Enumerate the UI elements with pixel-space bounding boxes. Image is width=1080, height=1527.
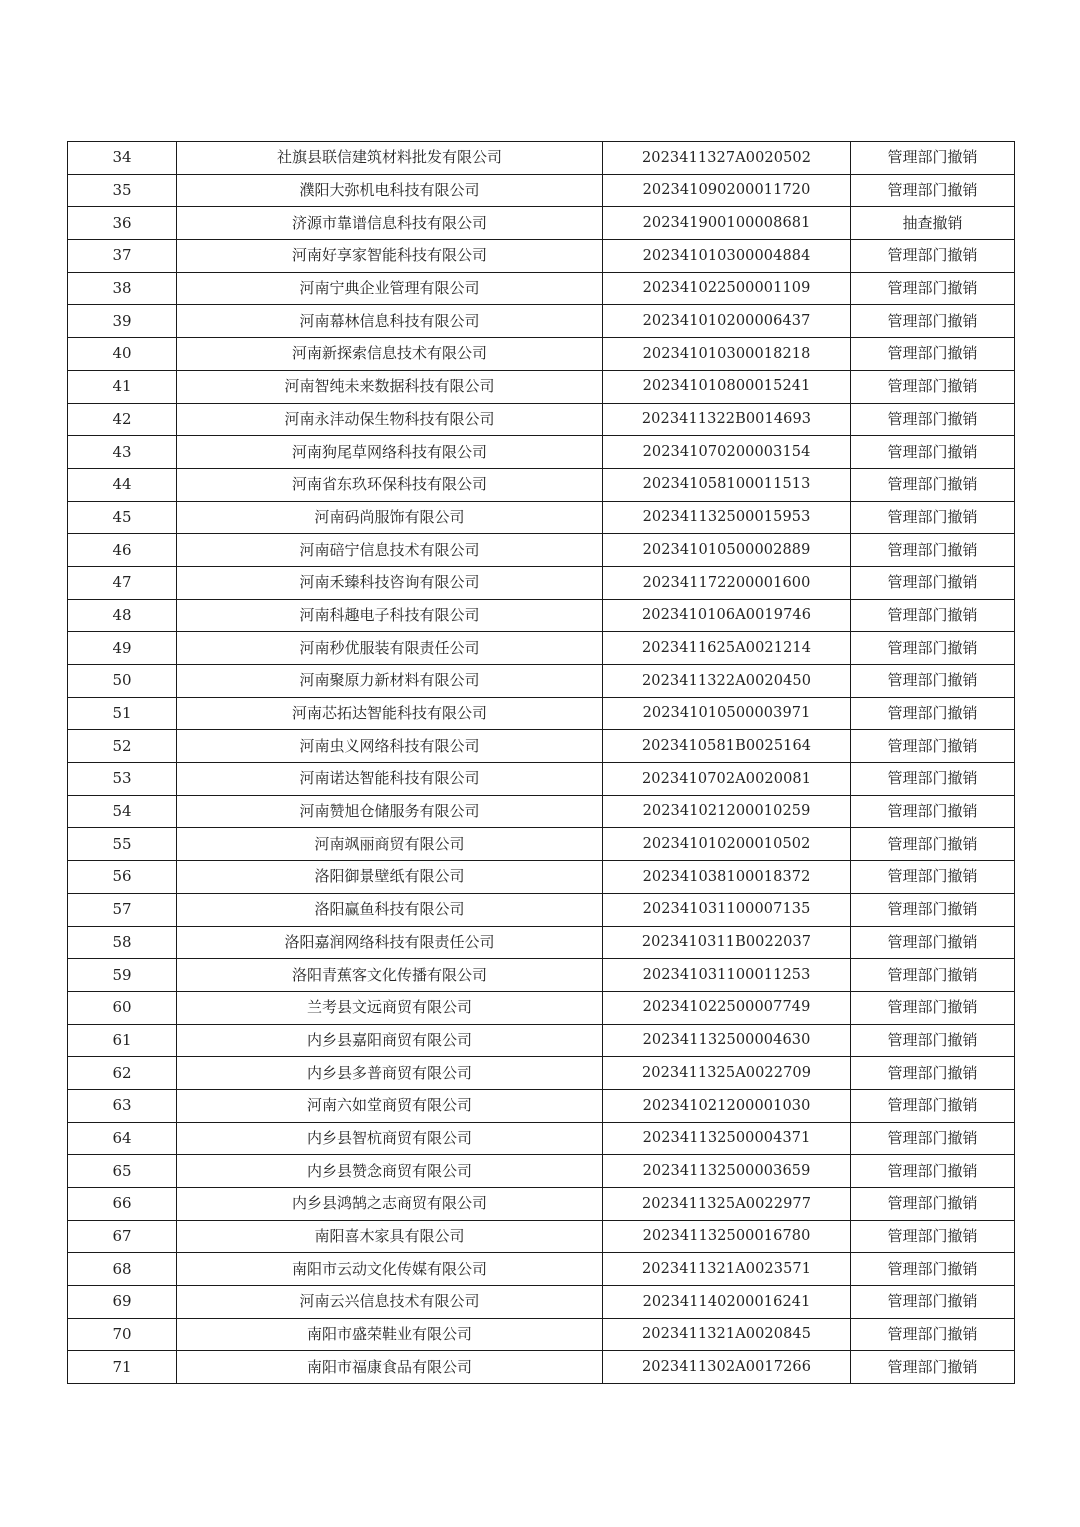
registration-code-cell: 202341132500004630 [603,1024,851,1057]
table-row [68,763,1015,796]
table-row [68,1351,1015,1384]
company-name-cell: 河南科趣电子科技有限公司 [177,599,603,632]
table-row [68,142,1015,175]
table-row [68,697,1015,730]
registration-code-cell: 202341132500015953 [603,501,851,534]
registration-code-cell: 202341021200010259 [603,795,851,828]
registration-code-cell: 202341010300004884 [603,240,851,273]
revocation-type-cell: 管理部门撤销 [851,1286,1015,1319]
registration-code-cell: 202341010200010502 [603,828,851,861]
company-name-cell: 河南禾臻科技咨询有限公司 [177,566,603,599]
table-row [68,305,1015,338]
registration-code-cell: 202341132500016780 [603,1220,851,1253]
revocation-type-cell: 管理部门撤销 [851,338,1015,371]
company-name-cell: 洛阳御景壁纸有限公司 [177,861,603,894]
registration-code-cell: 202341172200001600 [603,566,851,599]
revocation-type-cell: 管理部门撤销 [851,599,1015,632]
company-name-cell: 兰考县文远商贸有限公司 [177,991,603,1024]
table-row [68,599,1015,632]
registration-code-cell: 2023411625A0021214 [603,632,851,665]
revocation-type-cell: 管理部门撤销 [851,1220,1015,1253]
row-number-cell: 68 [68,1253,177,1286]
row-number-cell: 43 [68,436,177,469]
row-number-cell: 60 [68,991,177,1024]
revocation-type-cell: 管理部门撤销 [851,828,1015,861]
revocation-type-cell: 管理部门撤销 [851,566,1015,599]
company-name-cell: 内乡县嘉阳商贸有限公司 [177,1024,603,1057]
table-row [68,1188,1015,1221]
row-number-cell: 38 [68,272,177,305]
row-number-cell: 66 [68,1188,177,1221]
row-number-cell: 53 [68,763,177,796]
row-number-cell: 70 [68,1318,177,1351]
registration-code-cell: 2023411325A0022977 [603,1188,851,1221]
row-number-cell: 49 [68,632,177,665]
row-number-cell: 58 [68,926,177,959]
row-number-cell: 57 [68,893,177,926]
revocation-type-cell: 管理部门撤销 [851,926,1015,959]
registration-code-cell: 202341058100011513 [603,468,851,501]
revocation-type-cell: 管理部门撤销 [851,240,1015,273]
revocation-type-cell: 管理部门撤销 [851,370,1015,403]
row-number-cell: 51 [68,697,177,730]
company-name-cell: 内乡县鸿鹄之志商贸有限公司 [177,1188,603,1221]
table-row [68,468,1015,501]
registration-code-cell: 202341021200001030 [603,1089,851,1122]
row-number-cell: 71 [68,1351,177,1384]
table-row [68,665,1015,698]
table-row [68,893,1015,926]
revocation-type-cell: 管理部门撤销 [851,632,1015,665]
row-number-cell: 63 [68,1089,177,1122]
company-name-cell: 河南省东玖环保科技有限公司 [177,468,603,501]
revocation-type-cell: 抽查撤销 [851,207,1015,240]
row-number-cell: 41 [68,370,177,403]
registration-code-cell: 202341070200003154 [603,436,851,469]
table-row [68,207,1015,240]
row-number-cell: 35 [68,174,177,207]
company-name-cell: 河南芯拓达智能科技有限公司 [177,697,603,730]
revocation-type-cell: 管理部门撤销 [851,272,1015,305]
table-row [68,566,1015,599]
row-number-cell: 45 [68,501,177,534]
table-row [68,272,1015,305]
row-number-cell: 54 [68,795,177,828]
row-number-cell: 52 [68,730,177,763]
row-number-cell: 48 [68,599,177,632]
table-row [68,1155,1015,1188]
registration-code-cell: 202341140200016241 [603,1286,851,1319]
table-row [68,632,1015,665]
registration-code-cell: 2023410581B0025164 [603,730,851,763]
company-name-cell: 济源市靠谱信息科技有限公司 [177,207,603,240]
revocation-type-cell: 管理部门撤销 [851,795,1015,828]
revocation-type-cell: 管理部门撤销 [851,1057,1015,1090]
company-name-cell: 南阳市盛荣鞋业有限公司 [177,1318,603,1351]
table-row [68,1057,1015,1090]
table-row [68,959,1015,992]
company-name-cell: 河南智纯未来数据科技有限公司 [177,370,603,403]
registration-code-cell: 2023411325A0022709 [603,1057,851,1090]
row-number-cell: 61 [68,1024,177,1057]
table-row [68,1220,1015,1253]
company-name-cell: 社旗县联信建筑材料批发有限公司 [177,142,603,175]
company-name-cell: 南阳市福康食品有限公司 [177,1351,603,1384]
revocation-type-cell: 管理部门撤销 [851,861,1015,894]
registration-code-cell: 202341132500004371 [603,1122,851,1155]
company-name-cell: 河南好享家智能科技有限公司 [177,240,603,273]
revocation-type-cell: 管理部门撤销 [851,436,1015,469]
row-number-cell: 39 [68,305,177,338]
row-number-cell: 67 [68,1220,177,1253]
row-number-cell: 50 [68,665,177,698]
registration-code-cell: 2023411321A0020845 [603,1318,851,1351]
company-name-cell: 河南秒优服装有限责任公司 [177,632,603,665]
revocation-type-cell: 管理部门撤销 [851,1122,1015,1155]
registration-code-cell: 2023410106A0019746 [603,599,851,632]
revocation-type-cell: 管理部门撤销 [851,305,1015,338]
company-name-cell: 南阳市云动文化传媒有限公司 [177,1253,603,1286]
registration-code-cell: 202341031100007135 [603,893,851,926]
registration-code-cell: 2023411322A0020450 [603,665,851,698]
company-name-cell: 河南赞旭仓储服务有限公司 [177,795,603,828]
row-number-cell: 37 [68,240,177,273]
company-name-cell: 河南幕林信息科技有限公司 [177,305,603,338]
table-row [68,1122,1015,1155]
company-name-cell: 河南诺达智能科技有限公司 [177,763,603,796]
registration-code-cell: 202341010500003971 [603,697,851,730]
company-name-cell: 洛阳赢鱼科技有限公司 [177,893,603,926]
table-row [68,1024,1015,1057]
revocation-type-cell: 管理部门撤销 [851,1155,1015,1188]
company-name-cell: 洛阳青蕉客文化传播有限公司 [177,959,603,992]
company-name-cell: 洛阳嘉润网络科技有限责任公司 [177,926,603,959]
revocation-type-cell: 管理部门撤销 [851,1089,1015,1122]
company-name-cell: 内乡县赞念商贸有限公司 [177,1155,603,1188]
table-row [68,991,1015,1024]
revocation-type-cell: 管理部门撤销 [851,763,1015,796]
company-name-cell: 河南碚宁信息技术有限公司 [177,534,603,567]
registration-code-cell: 2023410702A0020081 [603,763,851,796]
table-row [68,370,1015,403]
revocation-type-cell: 管理部门撤销 [851,959,1015,992]
row-number-cell: 34 [68,142,177,175]
company-name-cell: 河南宁典企业管理有限公司 [177,272,603,305]
revocation-type-cell: 管理部门撤销 [851,142,1015,175]
company-name-cell: 南阳喜木家具有限公司 [177,1220,603,1253]
company-name-cell: 河南码尚服饰有限公司 [177,501,603,534]
revocation-type-cell: 管理部门撤销 [851,665,1015,698]
revocation-type-cell: 管理部门撤销 [851,403,1015,436]
registration-code-cell: 202341022500001109 [603,272,851,305]
revocation-type-cell: 管理部门撤销 [851,730,1015,763]
revocation-type-cell: 管理部门撤销 [851,1024,1015,1057]
row-number-cell: 69 [68,1286,177,1319]
revocation-type-cell: 管理部门撤销 [851,501,1015,534]
table-row [68,1089,1015,1122]
table-row [68,795,1015,828]
row-number-cell: 56 [68,861,177,894]
revocation-type-cell: 管理部门撤销 [851,1188,1015,1221]
registration-code-cell: 2023411322B0014693 [603,403,851,436]
revocation-type-cell: 管理部门撤销 [851,697,1015,730]
company-name-cell: 河南聚原力新材料有限公司 [177,665,603,698]
registration-code-cell: 2023411302A0017266 [603,1351,851,1384]
company-name-cell: 河南狗尾草网络科技有限公司 [177,436,603,469]
row-number-cell: 65 [68,1155,177,1188]
row-number-cell: 36 [68,207,177,240]
registration-code-cell: 202341010200006437 [603,305,851,338]
table-row [68,926,1015,959]
company-name-cell: 河南云兴信息技术有限公司 [177,1286,603,1319]
table-body [68,142,1015,1384]
registration-code-cell: 202341010500002889 [603,534,851,567]
row-number-cell: 59 [68,959,177,992]
row-number-cell: 46 [68,534,177,567]
row-number-cell: 44 [68,468,177,501]
table-row [68,861,1015,894]
table-row [68,403,1015,436]
revocation-table [67,141,1015,1384]
registration-code-cell: 202341090200011720 [603,174,851,207]
row-number-cell: 47 [68,566,177,599]
table-row [68,1253,1015,1286]
company-name-cell: 河南飒丽商贸有限公司 [177,828,603,861]
registration-code-cell: 2023411321A0023571 [603,1253,851,1286]
registration-code-cell: 202341132500003659 [603,1155,851,1188]
table-row [68,174,1015,207]
revocation-type-cell: 管理部门撤销 [851,534,1015,567]
registration-code-cell: 2023410311B0022037 [603,926,851,959]
revocation-type-cell: 管理部门撤销 [851,1351,1015,1384]
table-row [68,1286,1015,1319]
company-name-cell: 内乡县智杭商贸有限公司 [177,1122,603,1155]
company-name-cell: 河南虫义网络科技有限公司 [177,730,603,763]
registration-code-cell: 202341038100018372 [603,861,851,894]
revocation-type-cell: 管理部门撤销 [851,991,1015,1024]
registration-code-cell: 202341031100011253 [603,959,851,992]
table-row [68,730,1015,763]
registration-code-cell: 202341900100008681 [603,207,851,240]
registration-code-cell: 202341010300018218 [603,338,851,371]
table-row [68,1318,1015,1351]
registration-code-cell: 202341010800015241 [603,370,851,403]
table-row [68,436,1015,469]
row-number-cell: 62 [68,1057,177,1090]
table-row [68,534,1015,567]
revocation-type-cell: 管理部门撤销 [851,468,1015,501]
company-name-cell: 河南新探索信息技术有限公司 [177,338,603,371]
company-name-cell: 河南永沣动保生物科技有限公司 [177,403,603,436]
revocation-type-cell: 管理部门撤销 [851,893,1015,926]
table-row [68,240,1015,273]
row-number-cell: 55 [68,828,177,861]
company-name-cell: 内乡县多普商贸有限公司 [177,1057,603,1090]
revocation-type-cell: 管理部门撤销 [851,1253,1015,1286]
company-name-cell: 河南六如堂商贸有限公司 [177,1089,603,1122]
table-row [68,828,1015,861]
revocation-type-cell: 管理部门撤销 [851,1318,1015,1351]
registration-code-cell: 202341022500007749 [603,991,851,1024]
table-row [68,501,1015,534]
row-number-cell: 64 [68,1122,177,1155]
row-number-cell: 40 [68,338,177,371]
company-name-cell: 濮阳大弥机电科技有限公司 [177,174,603,207]
registration-code-cell: 2023411327A0020502 [603,142,851,175]
row-number-cell: 42 [68,403,177,436]
revocation-type-cell: 管理部门撤销 [851,174,1015,207]
table-row [68,338,1015,371]
